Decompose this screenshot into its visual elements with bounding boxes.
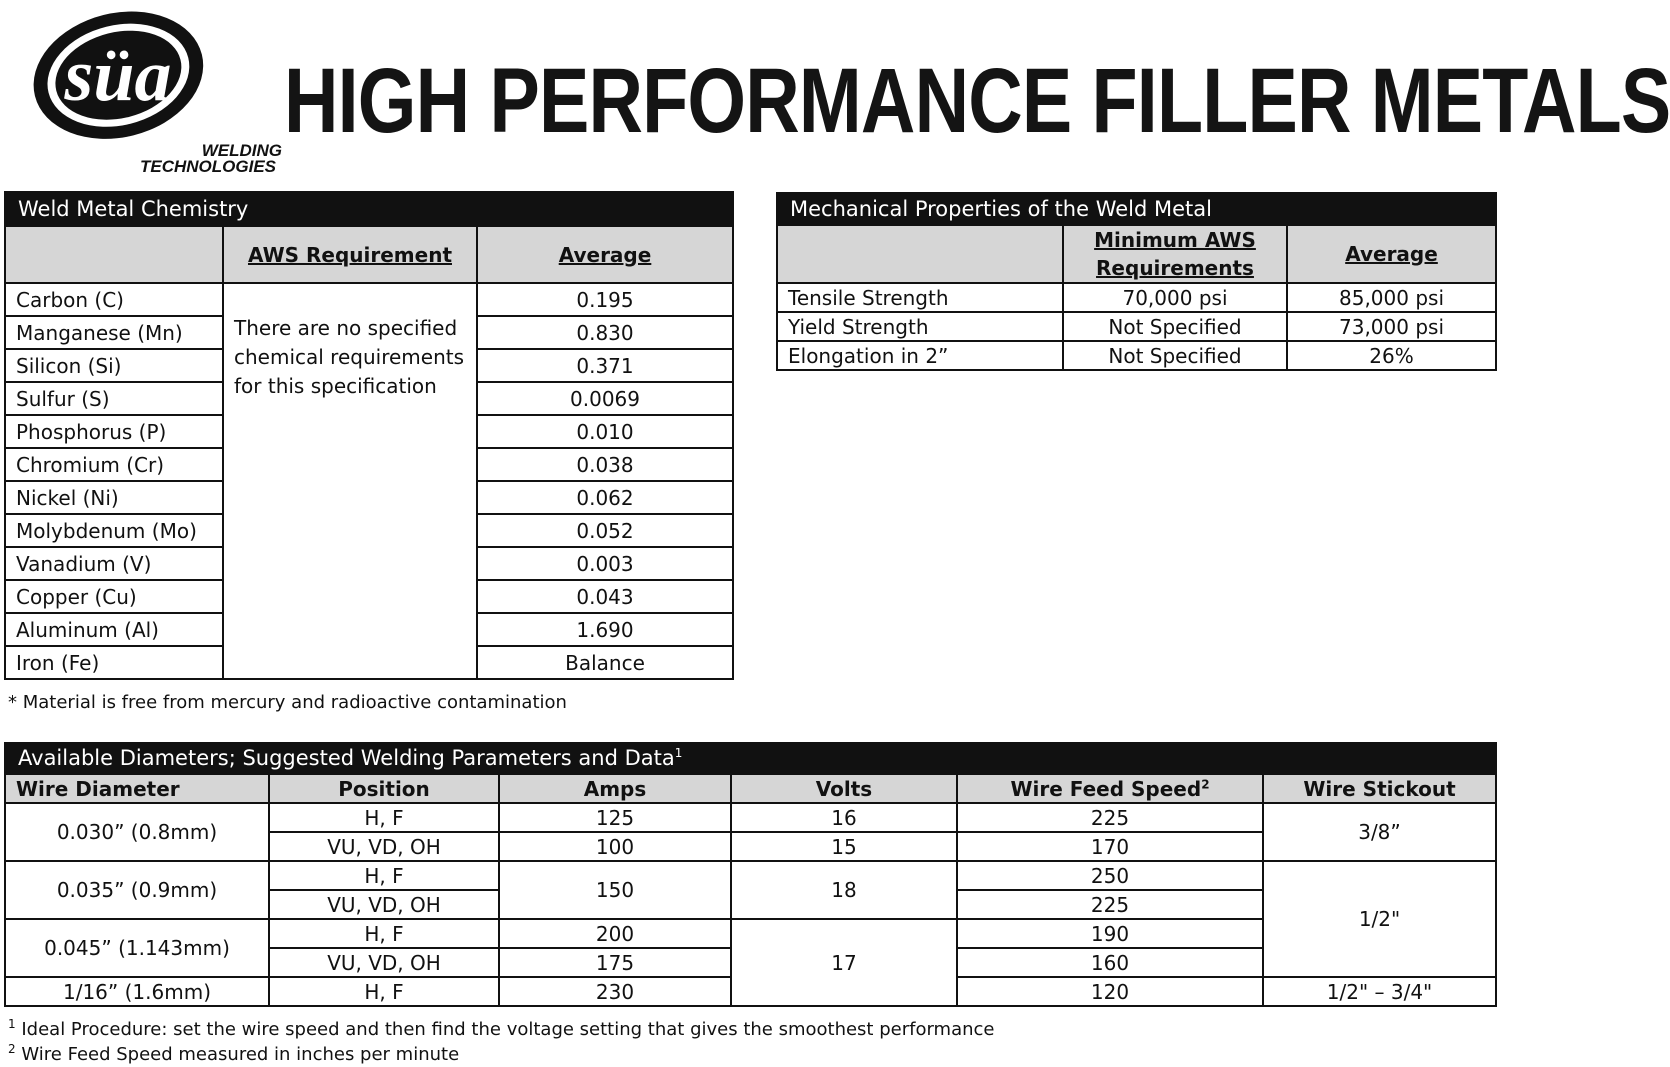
mechanical-average: 85,000 psi [1287, 283, 1496, 312]
chemistry-header-average: Average [477, 226, 733, 283]
chemistry-average: 0.830 [477, 316, 733, 349]
chemistry-average: 0.052 [477, 514, 733, 547]
wire-feed-speed: 190 [957, 919, 1263, 948]
chemistry-element: Carbon (C) [5, 283, 223, 316]
wire-stickout: 1/2" [1263, 861, 1496, 977]
chemistry-element: Silicon (Si) [5, 349, 223, 382]
table-row [777, 312, 1496, 341]
table-row [777, 341, 1496, 370]
amps: 150 [499, 861, 731, 919]
wire-feed-speed: 120 [957, 977, 1263, 1006]
chemistry-element: Copper (Cu) [5, 580, 223, 613]
mechanical-property: Elongation in 2” [777, 341, 1063, 370]
chemistry-average: 0.195 [477, 283, 733, 316]
chemistry-title: Weld Metal Chemistry [5, 192, 733, 226]
volts: 15 [731, 832, 957, 861]
chemistry-element: Vanadium (V) [5, 547, 223, 580]
logo-tagline-1: WELDING [201, 141, 282, 160]
footnote-1-sup: 1 [8, 1017, 16, 1031]
chemistry-average: Balance [477, 646, 733, 679]
chemistry-element: Phosphorus (P) [5, 415, 223, 448]
mechanical-title: Mechanical Properties of the Weld Metal [777, 193, 1496, 225]
wire-stickout: 3/8” [1263, 803, 1496, 861]
welding-parameters-table [4, 742, 1497, 1007]
chemistry-average: 0.062 [477, 481, 733, 514]
volts: 16 [731, 803, 957, 832]
mechanical-property: Tensile Strength [777, 283, 1063, 312]
volts: 17 [731, 919, 957, 1006]
wire-feed-speed: 170 [957, 832, 1263, 861]
footnote-1 [8, 1019, 995, 1040]
header-wire-feed-speed-cell [957, 774, 1263, 803]
chemistry-element: Manganese (Mn) [5, 316, 223, 349]
mechanical-minimum: Not Specified [1063, 312, 1287, 341]
table-row [5, 283, 733, 316]
header-wire-feed-speed-sup: 2 [1201, 776, 1210, 791]
mechanical-average: 73,000 psi [1287, 312, 1496, 341]
chemistry-average: 0.371 [477, 349, 733, 382]
position: VU, VD, OH [269, 890, 499, 919]
sua-logo [20, 4, 282, 176]
position: H, F [269, 803, 499, 832]
chemistry-element: Iron (Fe) [5, 646, 223, 679]
chemistry-average: 0.043 [477, 580, 733, 613]
wire-stickout: 1/2" – 3/4" [1263, 977, 1496, 1006]
amps: 200 [499, 919, 731, 948]
wire-feed-speed: 225 [957, 890, 1263, 919]
parameters-title-cell [5, 743, 1496, 774]
chemistry-element: Molybdenum (Mo) [5, 514, 223, 547]
header-position: Position [269, 774, 499, 803]
chemistry-footnote: * Material is free from mercury and radioactive contamination [8, 692, 567, 713]
chemistry-aws-note: There are no specified chemical requirements for this specification [223, 283, 477, 679]
position: H, F [269, 977, 499, 1006]
page-headline: HIGH PERFORMANCE FILLER METALS [284, 50, 1670, 152]
mechanical-property: Yield Strength [777, 312, 1063, 341]
footnote-2-sup: 2 [8, 1042, 16, 1056]
table-row [5, 803, 1496, 832]
parameters-title: Available Diameters; Suggested Welding Parameters and Data [18, 746, 675, 770]
wire-feed-speed: 225 [957, 803, 1263, 832]
chemistry-header-aws: AWS Requirement [223, 226, 477, 283]
footnote-2 [8, 1044, 459, 1065]
table-row [5, 861, 1496, 890]
chemistry-element: Aluminum (Al) [5, 613, 223, 646]
chemistry-average: 0.010 [477, 415, 733, 448]
chemistry-average: 1.690 [477, 613, 733, 646]
mechanical-header-empty [777, 225, 1063, 283]
chemistry-average: 0.0069 [477, 382, 733, 415]
position: H, F [269, 919, 499, 948]
chemistry-average: 0.038 [477, 448, 733, 481]
chemistry-header-empty [5, 226, 223, 283]
chemistry-element: Sulfur (S) [5, 382, 223, 415]
mechanical-properties-table [776, 192, 1497, 371]
wire-diameter: 0.035” (0.9mm) [5, 861, 269, 919]
header-wire-feed-speed: Wire Feed Speed [1010, 776, 1202, 801]
volts: 18 [731, 861, 957, 919]
amps: 125 [499, 803, 731, 832]
position: H, F [269, 861, 499, 890]
wire-diameter: 0.030” (0.8mm) [5, 803, 269, 861]
mechanical-minimum: 70,000 psi [1063, 283, 1287, 312]
header-volts: Volts [731, 774, 957, 803]
wire-diameter: 0.045” (1.143mm) [5, 919, 269, 977]
footnote-2-text: Wire Feed Speed measured in inches per minute [21, 1044, 460, 1065]
logo-tagline-2: TECHNOLOGIES [139, 157, 276, 176]
wire-feed-speed: 160 [957, 948, 1263, 977]
parameters-title-sup: 1 [674, 746, 683, 760]
chemistry-element: Chromium (Cr) [5, 448, 223, 481]
mechanical-header-minimum: Minimum AWS Requirements [1063, 225, 1287, 283]
mechanical-header-average: Average [1287, 225, 1496, 283]
position: VU, VD, OH [269, 948, 499, 977]
footnote-1-text: Ideal Procedure: set the wire speed and then find the voltage setting that gives the smoothest performance [21, 1019, 995, 1040]
header-wire-diameter: Wire Diameter [5, 774, 269, 803]
chemistry-average: 0.003 [477, 547, 733, 580]
chemistry-element: Nickel (Ni) [5, 481, 223, 514]
position: VU, VD, OH [269, 832, 499, 861]
amps: 175 [499, 948, 731, 977]
logo-brand: süa [64, 35, 172, 117]
header-amps: Amps [499, 774, 731, 803]
mechanical-average: 26% [1287, 341, 1496, 370]
amps: 230 [499, 977, 731, 1006]
weld-metal-chemistry-table [4, 191, 734, 680]
header-wire-stickout: Wire Stickout [1263, 774, 1496, 803]
amps: 100 [499, 832, 731, 861]
wire-diameter: 1/16” (1.6mm) [5, 977, 269, 1006]
table-row [777, 283, 1496, 312]
wire-feed-speed: 250 [957, 861, 1263, 890]
mechanical-minimum: Not Specified [1063, 341, 1287, 370]
